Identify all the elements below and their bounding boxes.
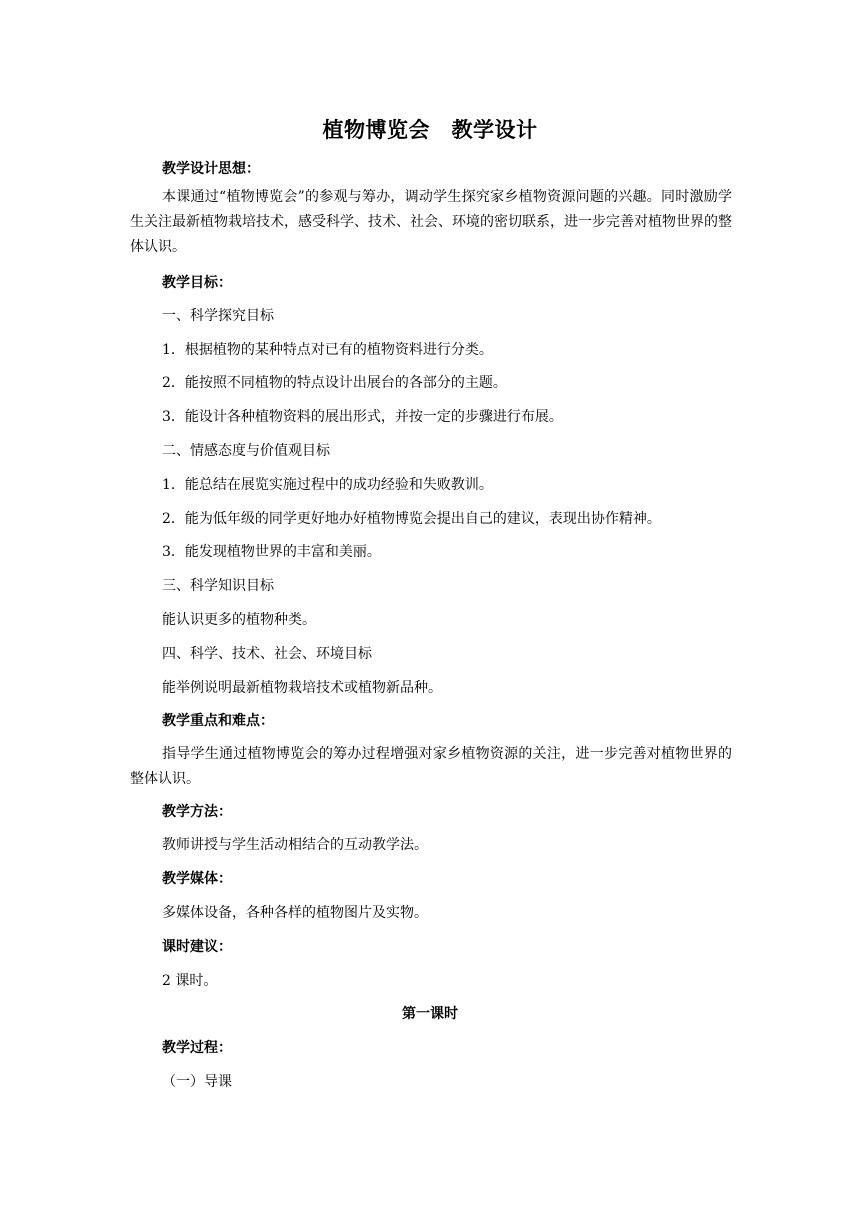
goal-item: 2．能为低年级的同学更好地办好植物博览会提出自己的建议，表现出协作精神。	[162, 511, 661, 527]
goal-item: 2．能按照不同植物的特点设计出展台的各部分的主题。	[162, 375, 507, 391]
method-text: 教师讲授与学生活动相结合的互动教学法。	[162, 837, 428, 853]
key-points-paragraph: 指导学生通过植物博览会的筹办过程增强对家乡植物资源的关注，进一步完善对植物世界的整体认识。	[130, 746, 732, 787]
goal-section-1: 一、科学探究目标	[162, 308, 274, 324]
hours-heading: 课时建议：	[162, 939, 232, 955]
goal-section-4-text: 能举例说明最新植物栽培技术或植物新品种。	[162, 680, 442, 696]
goal-item: 1．能总结在展览实施过程中的成功经验和失败教训。	[162, 477, 493, 493]
goal-section-3: 三、科学知识目标	[162, 578, 274, 594]
goal-item: 3．能设计各种植物资料的展出形式，并按一定的步骤进行布展。	[162, 409, 563, 425]
intro-text: （一）导课	[162, 1074, 232, 1090]
media-heading: 教学媒体：	[162, 871, 232, 887]
media-text: 多媒体设备，各种各样的植物图片及实物。	[162, 905, 428, 921]
document-title: 植物博览会 教学设计	[322, 117, 538, 142]
key-points-heading: 教学重点和难点：	[162, 713, 274, 729]
goal-section-3-text: 能认识更多的植物种类。	[162, 612, 316, 628]
goal-item: 1．根据植物的某种特点对已有的植物资料进行分类。	[162, 342, 493, 358]
design-heading: 教学设计思想：	[162, 161, 260, 177]
goals-heading: 教学目标：	[162, 275, 232, 291]
design-paragraph: 本课通过“植物博览会”的参观与筹办，调动学生探究家乡植物资源问题的兴趣。同时激励学生关注最新植物栽培技术，感受科学、技术、社会、环境的密切联系，进一步完善对植物世界的整体认识。	[130, 189, 732, 255]
goal-item: 3．能发现植物世界的丰富和美丽。	[162, 544, 381, 560]
lesson-one-heading: 第一课时	[402, 1006, 458, 1022]
goal-section-4: 四、科学、技术、社会、环境目标	[162, 646, 372, 662]
process-heading: 教学过程：	[162, 1040, 232, 1056]
method-heading: 教学方法：	[162, 804, 232, 820]
goal-section-2: 二、情感态度与价值观目标	[162, 443, 330, 459]
hours-text: 2 课时。	[162, 973, 218, 989]
